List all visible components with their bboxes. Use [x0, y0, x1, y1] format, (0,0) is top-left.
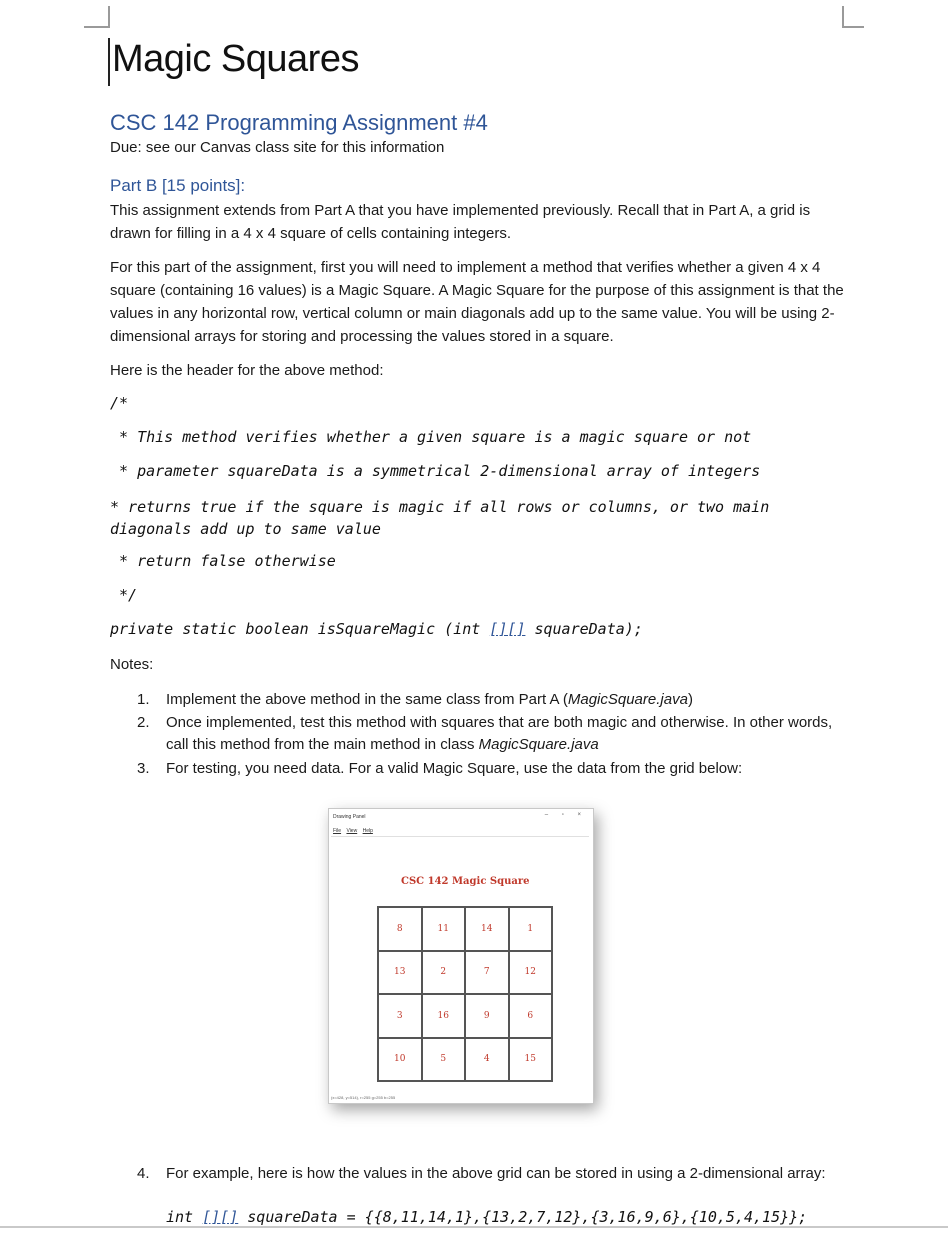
grid-cell: 5: [422, 1038, 466, 1082]
grid-cell: 4: [465, 1038, 509, 1082]
drawing-panel-screenshot: [328, 808, 594, 1104]
comment-line-4: * return false otherwise: [110, 552, 336, 570]
array-example-code: int [][] squareData = {{8,11,14,1},{13,2,7,12},{3,16,9,6},{10,5,4,15}};: [166, 1208, 808, 1226]
notes-label: Notes:: [110, 656, 154, 673]
text-cursor: [108, 38, 110, 86]
note-item-1: 1. Implement the above method in the same class from Part A (MagicSquare.java): [137, 691, 693, 708]
due-line: Due: see our Canvas class site for this information: [110, 139, 445, 156]
grid-cell: 8: [378, 907, 422, 951]
grid-cell: 15: [509, 1038, 553, 1082]
menu-help: Help: [362, 828, 373, 834]
grid-cell: 7: [465, 951, 509, 995]
note-item-3: 3. For testing, you need data. For a valid Magic Square, use the data from the grid below:: [137, 760, 743, 777]
grid-cell: 14: [465, 907, 509, 951]
panel-canvas: [331, 836, 589, 1092]
note-item-2: 2. Once implemented, test this method with squares that are both magic and otherwise. In other words, call this method from the main method in class MagicSquare.java: [137, 714, 833, 753]
grid-cell: 9: [465, 994, 509, 1038]
grid-cell: 3: [378, 994, 422, 1038]
method-signature: private static boolean isSquareMagic (int [][] squareData);: [110, 620, 643, 638]
page-bottom-edge: [0, 1226, 948, 1228]
assignment-subtitle: CSC 142 Programming Assignment #4: [110, 110, 488, 135]
menu-view: View: [346, 828, 358, 834]
grid-cell: 13: [378, 951, 422, 995]
window-controls-icon: – ▫ ×: [544, 812, 587, 818]
comment-close: */: [110, 586, 138, 604]
document-title: Magic Squares: [112, 38, 359, 80]
grid-cell: 11: [422, 907, 466, 951]
grid-cell: 12: [509, 951, 553, 995]
header-intro: Here is the header for the above method:: [110, 362, 384, 379]
method-paragraph: For this part of the assignment, first you will need to implement a method that verifies whether a given 4 x 4 square (containing 16 values) is a Magic Square. A Magic Square for the purpose of this assignment is that the values in any horizontal row, vertical column or main diagonals add up to the same value. You will be using 2-dimensional arrays for storing and processing the values stored in a square.: [110, 259, 844, 345]
grid-cell: 16: [422, 994, 466, 1038]
comment-line-2: * parameter squareData is a symmetrical 2-dimensional array of integers: [110, 462, 761, 480]
page-corner-mark-left: [84, 6, 110, 28]
panel-window-title: Drawing Panel: [333, 814, 366, 820]
panel-menu-bar: [333, 828, 373, 834]
magic-square-grid: [377, 906, 553, 1082]
grid-cell: 1: [509, 907, 553, 951]
comment-line-1: * This method verifies whether a given square is a magic square or not: [110, 428, 752, 446]
panel-status-bar: (x=428, y=514), r=255 g=255 b=255: [331, 1095, 396, 1100]
grid-cell: 6: [509, 994, 553, 1038]
menu-file: File: [333, 828, 342, 834]
intro-paragraph: This assignment extends from Part A that you have implemented previously. Recall that in Part A, a grid is drawn for filling in a 4 x 4 square of cells containing integers.: [110, 202, 811, 242]
note-item-4: 4. For example, here is how the values in the above grid can be stored in using a 2-dimensional array:: [137, 1165, 826, 1182]
part-b-heading: Part B [15 points]:: [110, 176, 246, 195]
grid-cell: 10: [378, 1038, 422, 1082]
comment-line-3: * returns true if the square is magic if all rows or columns, or two main diagonals add up to same value: [110, 498, 770, 538]
grid-cell: 2: [422, 951, 466, 995]
page-corner-mark-right: [842, 6, 864, 28]
magic-square-heading: CSC 142 Magic Square: [401, 876, 530, 887]
comment-open: /*: [110, 394, 129, 412]
